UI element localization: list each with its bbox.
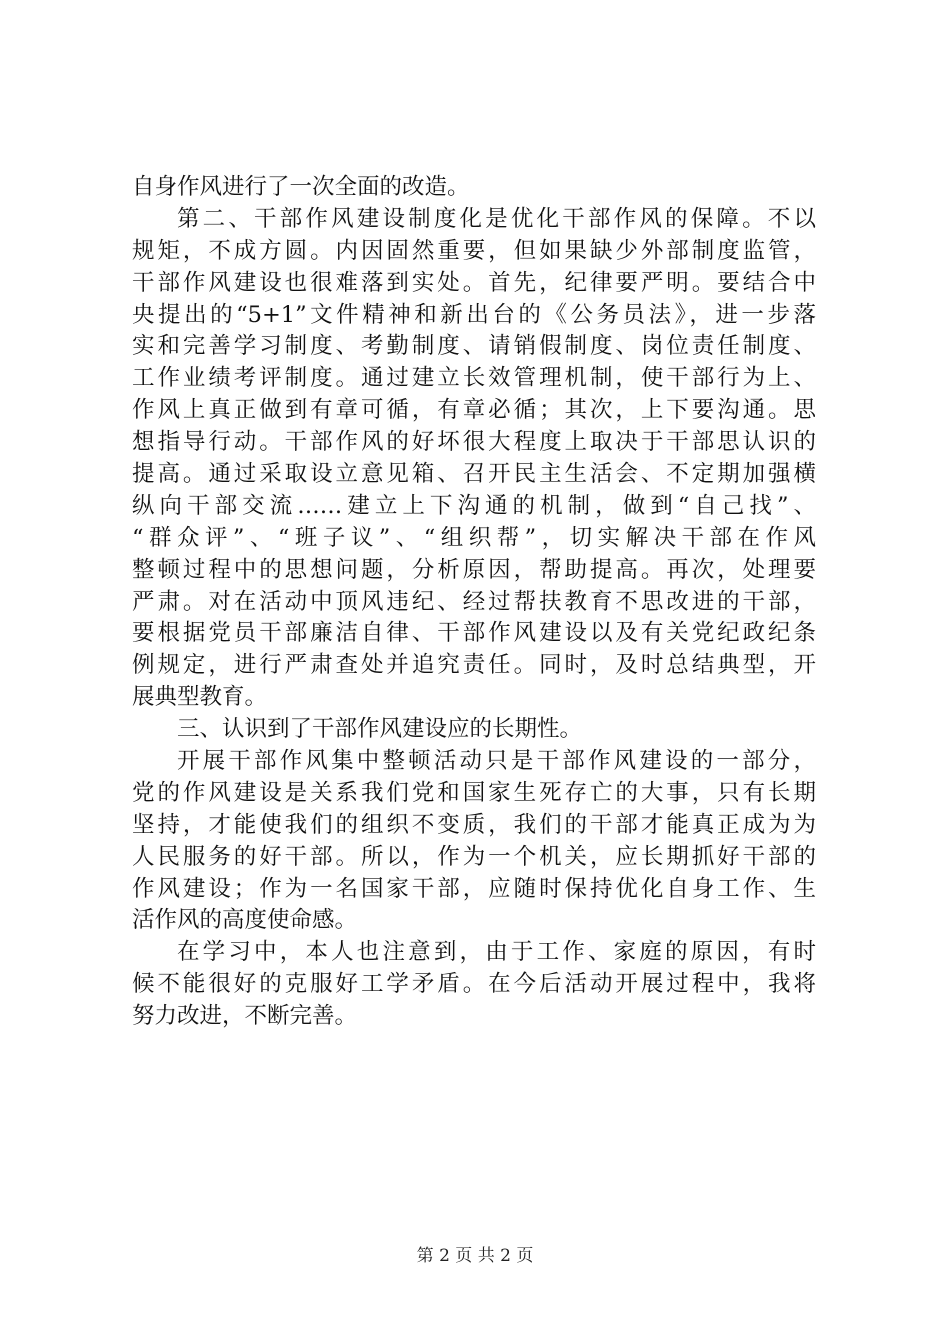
- text-line: 提高。通过采取设立意见箱、召开民主生活会、不定期加强横: [132, 461, 816, 488]
- text-line: 展典型教育。: [132, 684, 268, 711]
- page-footer: [0, 1244, 950, 1268]
- text-line: 活作风的高度使命感。: [132, 907, 358, 934]
- text-line: 央提出的“5+1”文件精神和新出台的《公务员法》，进一步落: [132, 301, 816, 328]
- text-line: 工作业绩考评制度。通过建立长效管理机制，使干部行为上、: [132, 365, 816, 392]
- text-line: 作风建设；作为一名国家干部，应随时保持优化自身工作、生: [132, 875, 816, 902]
- text-line: 自身作风进行了一次全面的改造。: [132, 174, 470, 200]
- text-line: 作风上真正做到有章可循，有章必循；其次，上下要沟通。思: [132, 397, 816, 424]
- text-line: 整顿过程中的思想问题，分析原因，帮助提高。再次，处理要: [132, 556, 816, 583]
- text-line: “群众评”、“班子议”、“组织帮”，切实解决干部在作风: [132, 524, 816, 551]
- text-line: 在学习中，本人也注意到，由于工作、家庭的原因，有时: [177, 939, 816, 966]
- text-line: 第二、干部作风建设制度化是优化干部作风的保障。不以: [177, 205, 816, 232]
- text-line: 规矩，不成方圆。内因固然重要，但如果缺少外部制度监管，: [132, 237, 816, 264]
- text-line: 开展干部作风集中整顿活动只是干部作风建设的一部分，: [177, 748, 816, 775]
- text-line: 要根据党员干部廉洁自律、干部作风建设以及有关党纪政纪条: [132, 620, 816, 647]
- text-line: 努力改进，不断完善。: [132, 1003, 358, 1030]
- text-line: 严肃。对在活动中顶风违纪、经过帮扶教育不思改进的干部，: [132, 588, 816, 615]
- document-body: [132, 172, 816, 1033]
- text-line: 想指导行动。干部作风的好坏很大程度上取决于干部思认识的: [132, 429, 816, 456]
- text-line: 实和完善学习制度、考勤制度、请销假制度、岗位责任制度、: [132, 333, 816, 360]
- text-line: 党的作风建设是关系我们党和国家生死存亡的大事，只有长期: [132, 779, 816, 806]
- page-number: 第 2 页 共 2 页: [416, 1246, 534, 1266]
- text-line: 候不能很好的克服好工学矛盾。在今后活动开展过程中，我将: [132, 971, 816, 998]
- text-line: 干部作风建设也很难落到实处。首先，纪律要严明。要结合中: [132, 269, 816, 296]
- text-line: 例规定，进行严肃查处并追究责任。同时，及时总结典型，开: [132, 652, 816, 679]
- text-line: 人民服务的好干部。所以，作为一个机关，应长期抓好干部的: [132, 843, 816, 870]
- section-heading: 三、认识到了干部作风建设应的长期性。: [177, 716, 583, 743]
- text-line: 纵向干部交流……建立上下沟通的机制，做到“自己找”、: [132, 492, 816, 519]
- text-line: 坚持，才能使我们的组织不变质，我们的干部才能真正成为为: [132, 811, 816, 838]
